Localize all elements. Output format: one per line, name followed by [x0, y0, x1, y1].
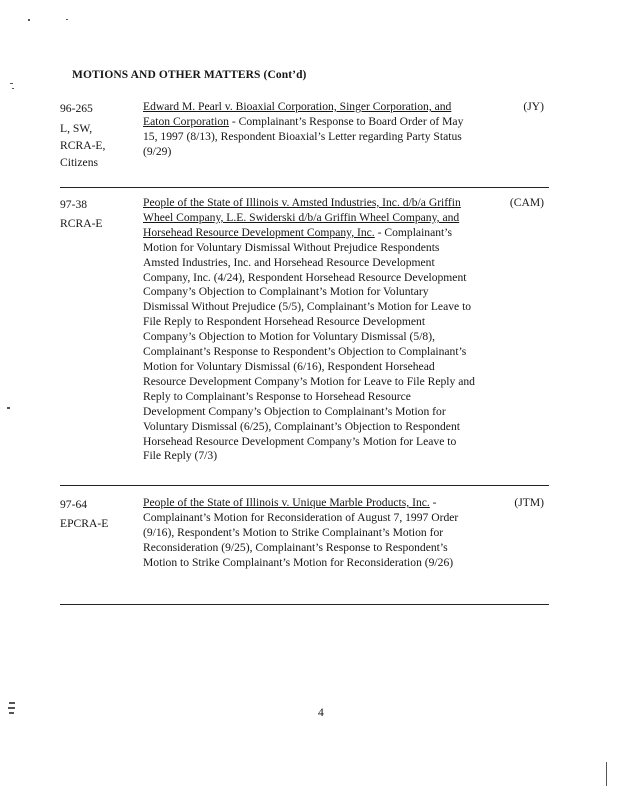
- docket-info: [60, 496, 132, 532]
- entry-text: [143, 496, 475, 571]
- docket-category: Citizens: [60, 156, 98, 169]
- case-title: Edward M. Pearl v. Bioaxial Corporation, Singer Corporation, and Eaton Corporation: [143, 100, 452, 128]
- entry-text: [143, 196, 475, 464]
- entry-text: [143, 100, 475, 160]
- docket-number: 97-38: [60, 198, 88, 211]
- entry-divider: [60, 604, 549, 605]
- docket-category: RCRA-E,: [60, 139, 106, 152]
- docket-category: L, SW,: [60, 122, 93, 135]
- attorney-initials: (JTM): [514, 496, 544, 509]
- page-number: 4: [318, 706, 324, 719]
- entry-details: - Complainant’s Motion for Reconsideration of August 7, 1997 Order (9/16), Respondent’s Motion to Strike Complainant’s Motion for Reconsideration (9/25), Complainant’s Response to Respondent’s Motion to Strike Complainant’s Motion for Reconsideration (9/26): [143, 496, 459, 569]
- scan-speck: [66, 19, 68, 20]
- docket-number: 96-265: [60, 102, 93, 115]
- scan-speck: [10, 83, 13, 84]
- entry-divider: [60, 485, 549, 486]
- docket-info: [60, 196, 132, 232]
- scan-speck: [9, 702, 15, 704]
- entry-divider: [60, 187, 549, 188]
- case-title: People of the State of Illinois v. Amsted Industries, Inc. d/b/a Griffin Wheel Company, L.E. Swiderski d/b/a Griffin Wheel Company, and Horsehead Resource Development Company, Inc.: [143, 196, 461, 239]
- docket-number: 97-64: [60, 498, 88, 511]
- case-title: People of the State of Illinois v. Unique Marble Products, Inc.: [143, 496, 430, 509]
- section-heading: MOTIONS AND OTHER MATTERS (Cont’d): [72, 69, 307, 81]
- entry-details: - Complainant’s Response to Board Order of May 15, 1997 (8/13), Respondent Bioaxial’s Letter regarding Party Status (9/29): [143, 114, 464, 158]
- scan-speck: [28, 19, 30, 21]
- docket-category: EPCRA-E: [60, 517, 109, 530]
- docket-info: [60, 100, 132, 171]
- scan-speck: [8, 707, 15, 709]
- attorney-initials: (JY): [523, 100, 544, 113]
- scan-speck: [9, 712, 14, 714]
- entry-details: - Complainant’s Motion for Voluntary Dismissal Without Prejudice Respondents Amsted Industries, Inc. and Horsehead Resource Development Company, Inc. (4/24), Respondent Horsehead Resource Development Company’s Objection to Complainant’s Motion for Voluntary Dismissal Without Prejudice (5/5), Complainant’s Motion for Leave to File Reply to Respondent Horsehead Resource Development Company’s Objection to Motion for Voluntary Dismissal (5/8), Complainant’s Response to Respondent’s Objection to Complainant’s Motion for Voluntary Dismissal (6/16), Respondent Horsehead Resource Development Company’s Motion for Leave to File Reply and Reply to Complainant’s Response to Horsehead Resource Development Company’s Objection to Complainant’s Motion for Voluntary Dismissal (6/25), Complainant’s Objection to Respondent Horsehead Resource Development Company’s Motion for Leave to File Reply (7/3): [143, 225, 475, 463]
- scan-speck: [7, 407, 10, 409]
- scan-speck: [12, 88, 14, 89]
- docket-category: RCRA-E: [60, 217, 103, 230]
- scan-speck: [606, 762, 607, 786]
- attorney-initials: (CAM): [509, 196, 544, 209]
